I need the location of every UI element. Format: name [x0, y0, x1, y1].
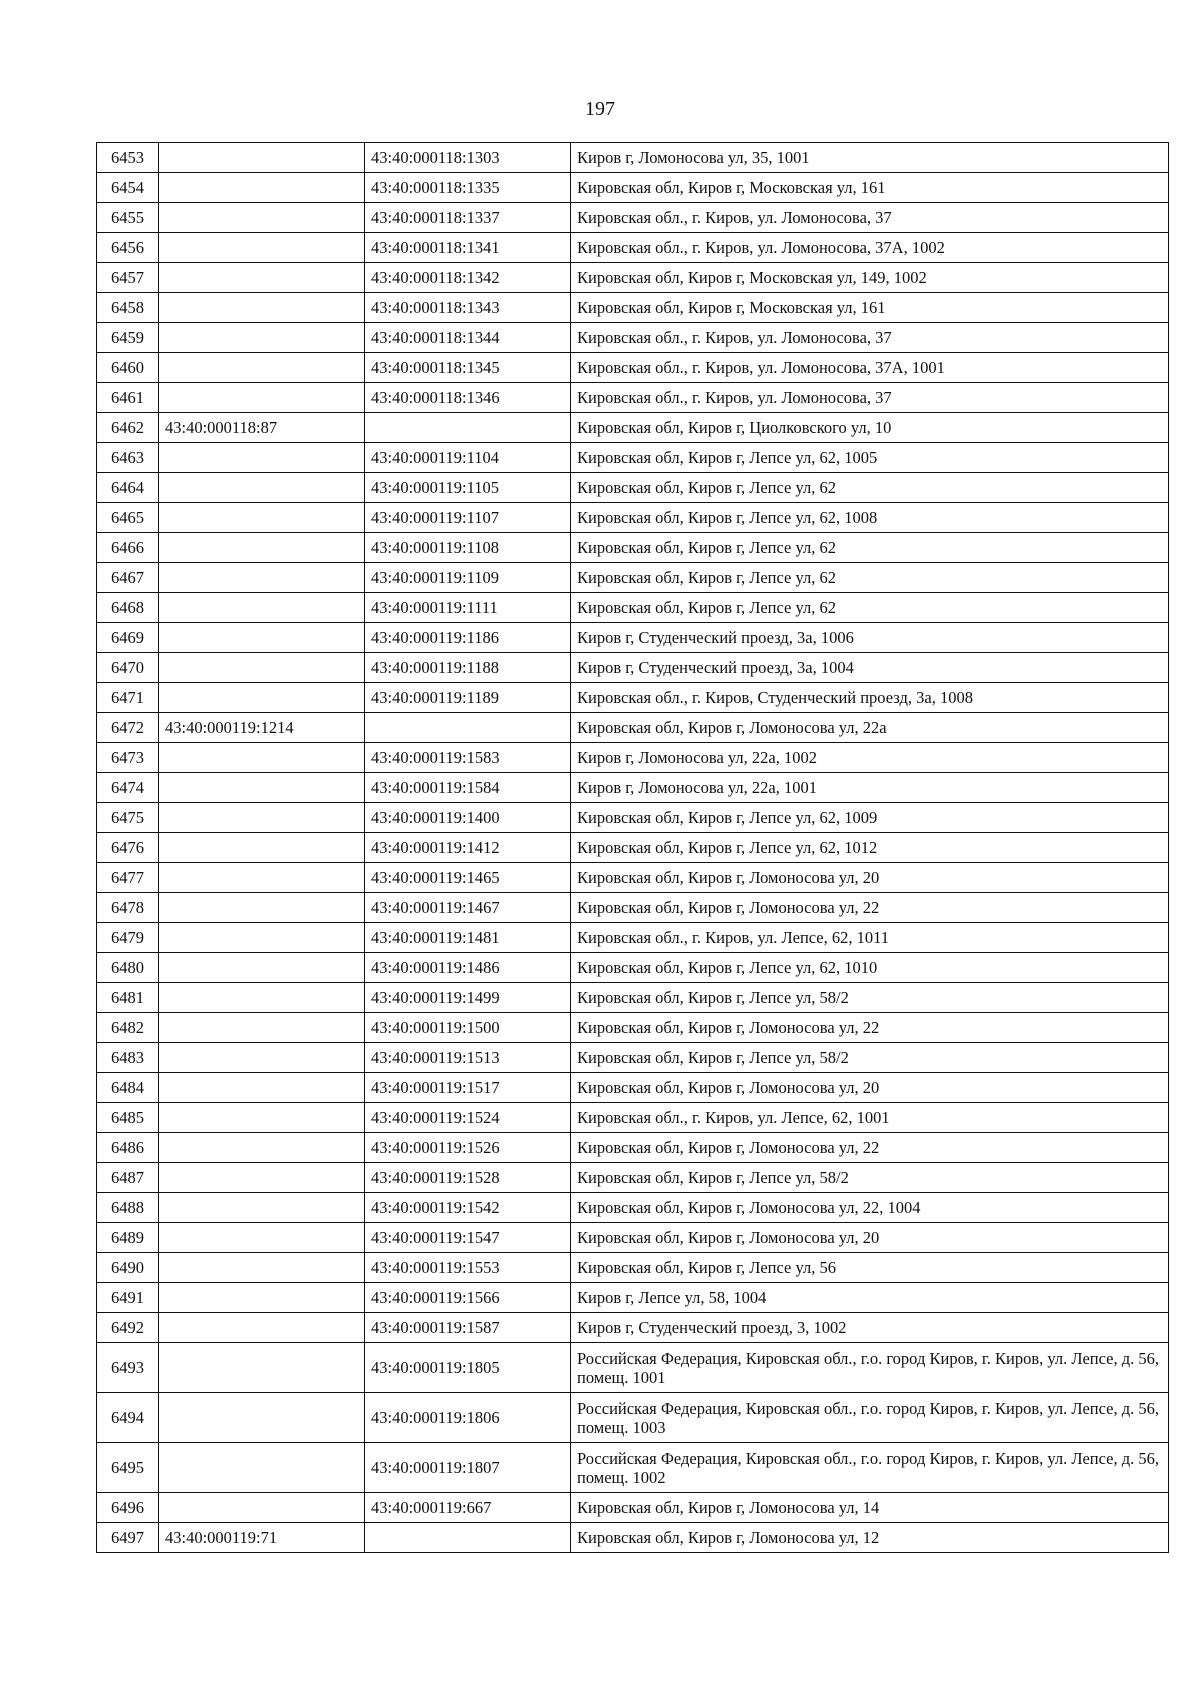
- row-number-cell: 6487: [97, 1163, 159, 1193]
- address-cell: Кировская обл, Киров г, Ломоносова ул, 12: [571, 1523, 1169, 1553]
- table-row: [97, 533, 1169, 563]
- land-plot-cadastral-number-cell: [159, 173, 365, 203]
- table-row: [97, 353, 1169, 383]
- land-plot-cadastral-number-cell: 43:40:000118:87: [159, 413, 365, 443]
- table-row: [97, 653, 1169, 683]
- address-cell: Кировская обл, Киров г, Ломоносова ул, 22: [571, 893, 1169, 923]
- table-row: [97, 473, 1169, 503]
- building-cadastral-number-cell: 43:40:000119:1806: [365, 1393, 571, 1443]
- building-cadastral-number-cell: 43:40:000119:1542: [365, 1193, 571, 1223]
- land-plot-cadastral-number-cell: [159, 1253, 365, 1283]
- table-row: [97, 143, 1169, 173]
- row-number-cell: 6472: [97, 713, 159, 743]
- table-row: [97, 1013, 1169, 1043]
- row-number-cell: 6454: [97, 173, 159, 203]
- building-cadastral-number-cell: [365, 413, 571, 443]
- building-cadastral-number-cell: 43:40:000119:1104: [365, 443, 571, 473]
- land-plot-cadastral-number-cell: [159, 1223, 365, 1253]
- building-cadastral-number-cell: 43:40:000119:1517: [365, 1073, 571, 1103]
- building-cadastral-number-cell: 43:40:000119:1481: [365, 923, 571, 953]
- address-cell: Кировская обл, Киров г, Лепсе ул, 62, 1012: [571, 833, 1169, 863]
- table-row: [97, 1523, 1169, 1553]
- building-cadastral-number-cell: 43:40:000119:1524: [365, 1103, 571, 1133]
- land-plot-cadastral-number-cell: [159, 923, 365, 953]
- table-row: [97, 1223, 1169, 1253]
- land-plot-cadastral-number-cell: [159, 863, 365, 893]
- row-number-cell: 6488: [97, 1193, 159, 1223]
- address-cell: Кировская обл., г. Киров, ул. Лепсе, 62, 1011: [571, 923, 1169, 953]
- row-number-cell: 6489: [97, 1223, 159, 1253]
- address-cell: Российская Федерация, Кировская обл., г.о. город Киров, г. Киров, ул. Лепсе, д. 56, помещ. 1002: [571, 1443, 1169, 1493]
- table-row: [97, 563, 1169, 593]
- table-row: [97, 713, 1169, 743]
- land-plot-cadastral-number-cell: [159, 383, 365, 413]
- table-row: [97, 1253, 1169, 1283]
- address-cell: Кировская обл, Киров г, Лепсе ул, 56: [571, 1253, 1169, 1283]
- land-plot-cadastral-number-cell: [159, 1043, 365, 1073]
- land-plot-cadastral-number-cell: [159, 983, 365, 1013]
- row-number-cell: 6477: [97, 863, 159, 893]
- row-number-cell: 6493: [97, 1343, 159, 1393]
- land-plot-cadastral-number-cell: [159, 533, 365, 563]
- building-cadastral-number-cell: 43:40:000118:1344: [365, 323, 571, 353]
- land-plot-cadastral-number-cell: [159, 1163, 365, 1193]
- land-plot-cadastral-number-cell: [159, 473, 365, 503]
- table-row: [97, 1283, 1169, 1313]
- land-plot-cadastral-number-cell: [159, 623, 365, 653]
- land-plot-cadastral-number-cell: [159, 953, 365, 983]
- address-cell: Киров г, Ломоносова ул, 22а, 1001: [571, 773, 1169, 803]
- building-cadastral-number-cell: 43:40:000119:1499: [365, 983, 571, 1013]
- address-cell: Киров г, Лепсе ул, 58, 1004: [571, 1283, 1169, 1313]
- row-number-cell: 6469: [97, 623, 159, 653]
- land-plot-cadastral-number-cell: [159, 773, 365, 803]
- table-row: [97, 1493, 1169, 1523]
- row-number-cell: 6474: [97, 773, 159, 803]
- land-plot-cadastral-number-cell: 43:40:000119:71: [159, 1523, 365, 1553]
- row-number-cell: 6463: [97, 443, 159, 473]
- row-number-cell: 6456: [97, 233, 159, 263]
- building-cadastral-number-cell: [365, 1523, 571, 1553]
- table-row: [97, 1163, 1169, 1193]
- building-cadastral-number-cell: 43:40:000119:1486: [365, 953, 571, 983]
- address-cell: Российская Федерация, Кировская обл., г.о. город Киров, г. Киров, ул. Лепсе, д. 56, помещ. 1001: [571, 1343, 1169, 1393]
- table-row: [97, 803, 1169, 833]
- row-number-cell: 6458: [97, 293, 159, 323]
- building-cadastral-number-cell: 43:40:000118:1343: [365, 293, 571, 323]
- table-row: [97, 623, 1169, 653]
- row-number-cell: 6495: [97, 1443, 159, 1493]
- address-cell: Кировская обл., г. Киров, ул. Ломоносова, 37А, 1002: [571, 233, 1169, 263]
- building-cadastral-number-cell: 43:40:000119:1189: [365, 683, 571, 713]
- address-cell: Кировская обл, Киров г, Лепсе ул, 62, 1008: [571, 503, 1169, 533]
- building-cadastral-number-cell: 43:40:000119:1108: [365, 533, 571, 563]
- land-plot-cadastral-number-cell: [159, 653, 365, 683]
- address-cell: Кировская обл, Киров г, Лепсе ул, 62, 1009: [571, 803, 1169, 833]
- building-cadastral-number-cell: 43:40:000119:1467: [365, 893, 571, 923]
- building-cadastral-number-cell: 43:40:000119:1566: [365, 1283, 571, 1313]
- address-cell: Кировская обл., г. Киров, ул. Ломоносова, 37: [571, 203, 1169, 233]
- row-number-cell: 6461: [97, 383, 159, 413]
- table-row: [97, 983, 1169, 1013]
- address-cell: Кировская обл, Киров г, Ломоносова ул, 22: [571, 1013, 1169, 1043]
- table-row: [97, 953, 1169, 983]
- address-cell: Кировская обл., г. Киров, ул. Ломоносова, 37: [571, 383, 1169, 413]
- table-row: [97, 1343, 1169, 1393]
- land-plot-cadastral-number-cell: [159, 1343, 365, 1393]
- building-cadastral-number-cell: 43:40:000119:1583: [365, 743, 571, 773]
- building-cadastral-number-cell: 43:40:000119:1105: [365, 473, 571, 503]
- building-cadastral-number-cell: 43:40:000119:1412: [365, 833, 571, 863]
- building-cadastral-number-cell: 43:40:000119:1111: [365, 593, 571, 623]
- table-row: [97, 593, 1169, 623]
- address-cell: Кировская обл, Киров г, Московская ул, 149, 1002: [571, 263, 1169, 293]
- row-number-cell: 6455: [97, 203, 159, 233]
- building-cadastral-number-cell: [365, 713, 571, 743]
- address-cell: Кировская обл, Киров г, Ломоносова ул, 22а: [571, 713, 1169, 743]
- land-plot-cadastral-number-cell: [159, 263, 365, 293]
- address-cell: Кировская обл, Киров г, Лепсе ул, 62: [571, 533, 1169, 563]
- building-cadastral-number-cell: 43:40:000119:1500: [365, 1013, 571, 1043]
- row-number-cell: 6460: [97, 353, 159, 383]
- land-plot-cadastral-number-cell: 43:40:000119:1214: [159, 713, 365, 743]
- land-plot-cadastral-number-cell: [159, 1013, 365, 1043]
- row-number-cell: 6484: [97, 1073, 159, 1103]
- row-number-cell: 6491: [97, 1283, 159, 1313]
- row-number-cell: 6467: [97, 563, 159, 593]
- land-plot-cadastral-number-cell: [159, 803, 365, 833]
- page-number: 197: [585, 98, 615, 120]
- table-row: [97, 443, 1169, 473]
- building-cadastral-number-cell: 43:40:000118:1303: [365, 143, 571, 173]
- building-cadastral-number-cell: 43:40:000119:1400: [365, 803, 571, 833]
- address-cell: Кировская обл, Киров г, Лепсе ул, 62, 1005: [571, 443, 1169, 473]
- row-number-cell: 6475: [97, 803, 159, 833]
- land-plot-cadastral-number-cell: [159, 1103, 365, 1133]
- table-row: [97, 1103, 1169, 1133]
- table-row: [97, 1393, 1169, 1443]
- land-plot-cadastral-number-cell: [159, 1193, 365, 1223]
- row-number-cell: 6483: [97, 1043, 159, 1073]
- table-row: [97, 233, 1169, 263]
- address-cell: Кировская обл., г. Киров, ул. Ломоносова, 37: [571, 323, 1169, 353]
- address-cell: Кировская обл, Киров г, Лепсе ул, 58/2: [571, 1163, 1169, 1193]
- table-row: [97, 173, 1169, 203]
- address-cell: Кировская обл, Киров г, Ломоносова ул, 22: [571, 1133, 1169, 1163]
- land-plot-cadastral-number-cell: [159, 1393, 365, 1443]
- land-plot-cadastral-number-cell: [159, 893, 365, 923]
- table-row: [97, 1193, 1169, 1223]
- address-cell: Кировская обл, Киров г, Лепсе ул, 62: [571, 473, 1169, 503]
- row-number-cell: 6479: [97, 923, 159, 953]
- land-plot-cadastral-number-cell: [159, 293, 365, 323]
- row-number-cell: 6497: [97, 1523, 159, 1553]
- table-row: [97, 1313, 1169, 1343]
- table-row: [97, 1443, 1169, 1493]
- address-cell: Кировская обл., г. Киров, Студенческий проезд, 3а, 1008: [571, 683, 1169, 713]
- building-cadastral-number-cell: 43:40:000118:1346: [365, 383, 571, 413]
- row-number-cell: 6486: [97, 1133, 159, 1163]
- row-number-cell: 6464: [97, 473, 159, 503]
- row-number-cell: 6482: [97, 1013, 159, 1043]
- building-cadastral-number-cell: 43:40:000119:1107: [365, 503, 571, 533]
- building-cadastral-number-cell: 43:40:000118:1342: [365, 263, 571, 293]
- table-row: [97, 683, 1169, 713]
- address-cell: Кировская обл, Киров г, Лепсе ул, 58/2: [571, 1043, 1169, 1073]
- land-plot-cadastral-number-cell: [159, 353, 365, 383]
- row-number-cell: 6473: [97, 743, 159, 773]
- address-cell: Кировская обл, Киров г, Циолковского ул, 10: [571, 413, 1169, 443]
- row-number-cell: 6470: [97, 653, 159, 683]
- table-row: [97, 1073, 1169, 1103]
- address-cell: Кировская обл, Киров г, Ломоносова ул, 20: [571, 1223, 1169, 1253]
- land-plot-cadastral-number-cell: [159, 1283, 365, 1313]
- building-cadastral-number-cell: 43:40:000118:1345: [365, 353, 571, 383]
- row-number-cell: 6492: [97, 1313, 159, 1343]
- address-cell: Кировская обл, Киров г, Лепсе ул, 62, 1010: [571, 953, 1169, 983]
- table-row: [97, 503, 1169, 533]
- address-cell: Кировская обл., г. Киров, ул. Ломоносова, 37А, 1001: [571, 353, 1169, 383]
- table-row: [97, 1133, 1169, 1163]
- row-number-cell: 6490: [97, 1253, 159, 1283]
- land-plot-cadastral-number-cell: [159, 593, 365, 623]
- address-cell: Киров г, Студенческий проезд, 3а, 1006: [571, 623, 1169, 653]
- table-row: [97, 1043, 1169, 1073]
- row-number-cell: 6494: [97, 1393, 159, 1443]
- table-row: [97, 833, 1169, 863]
- row-number-cell: 6496: [97, 1493, 159, 1523]
- address-cell: Кировская обл, Киров г, Московская ул, 161: [571, 173, 1169, 203]
- table-row: [97, 893, 1169, 923]
- table-row: [97, 383, 1169, 413]
- land-plot-cadastral-number-cell: [159, 323, 365, 353]
- registry-table: [96, 142, 1169, 1553]
- land-plot-cadastral-number-cell: [159, 563, 365, 593]
- row-number-cell: 6466: [97, 533, 159, 563]
- building-cadastral-number-cell: 43:40:000119:1465: [365, 863, 571, 893]
- building-cadastral-number-cell: 43:40:000119:1805: [365, 1343, 571, 1393]
- row-number-cell: 6468: [97, 593, 159, 623]
- table-row: [97, 203, 1169, 233]
- land-plot-cadastral-number-cell: [159, 1493, 365, 1523]
- row-number-cell: 6459: [97, 323, 159, 353]
- land-plot-cadastral-number-cell: [159, 1073, 365, 1103]
- row-number-cell: 6457: [97, 263, 159, 293]
- building-cadastral-number-cell: 43:40:000119:1587: [365, 1313, 571, 1343]
- land-plot-cadastral-number-cell: [159, 1313, 365, 1343]
- address-cell: Киров г, Студенческий проезд, 3, 1002: [571, 1313, 1169, 1343]
- address-cell: Кировская обл, Киров г, Лепсе ул, 58/2: [571, 983, 1169, 1013]
- building-cadastral-number-cell: 43:40:000119:1528: [365, 1163, 571, 1193]
- row-number-cell: 6453: [97, 143, 159, 173]
- address-cell: Кировская обл, Киров г, Московская ул, 161: [571, 293, 1169, 323]
- address-cell: Кировская обл., г. Киров, ул. Лепсе, 62, 1001: [571, 1103, 1169, 1133]
- row-number-cell: 6471: [97, 683, 159, 713]
- land-plot-cadastral-number-cell: [159, 743, 365, 773]
- table-row: [97, 413, 1169, 443]
- table-row: [97, 263, 1169, 293]
- building-cadastral-number-cell: 43:40:000118:1335: [365, 173, 571, 203]
- table-row: [97, 323, 1169, 353]
- land-plot-cadastral-number-cell: [159, 683, 365, 713]
- table-row: [97, 293, 1169, 323]
- address-cell: Киров г, Ломоносова ул, 35, 1001: [571, 143, 1169, 173]
- address-cell: Кировская обл, Киров г, Лепсе ул, 62: [571, 593, 1169, 623]
- address-cell: Кировская обл, Киров г, Ломоносова ул, 14: [571, 1493, 1169, 1523]
- land-plot-cadastral-number-cell: [159, 203, 365, 233]
- building-cadastral-number-cell: 43:40:000119:1188: [365, 653, 571, 683]
- address-cell: Кировская обл, Киров г, Ломоносова ул, 20: [571, 1073, 1169, 1103]
- building-cadastral-number-cell: 43:40:000119:667: [365, 1493, 571, 1523]
- building-cadastral-number-cell: 43:40:000119:1526: [365, 1133, 571, 1163]
- row-number-cell: 6480: [97, 953, 159, 983]
- row-number-cell: 6476: [97, 833, 159, 863]
- land-plot-cadastral-number-cell: [159, 233, 365, 263]
- row-number-cell: 6478: [97, 893, 159, 923]
- land-plot-cadastral-number-cell: [159, 833, 365, 863]
- building-cadastral-number-cell: 43:40:000119:1807: [365, 1443, 571, 1493]
- building-cadastral-number-cell: 43:40:000119:1584: [365, 773, 571, 803]
- building-cadastral-number-cell: 43:40:000119:1553: [365, 1253, 571, 1283]
- land-plot-cadastral-number-cell: [159, 443, 365, 473]
- address-cell: Киров г, Студенческий проезд, 3а, 1004: [571, 653, 1169, 683]
- address-cell: Кировская обл, Киров г, Лепсе ул, 62: [571, 563, 1169, 593]
- table-row: [97, 773, 1169, 803]
- building-cadastral-number-cell: 43:40:000119:1513: [365, 1043, 571, 1073]
- registry-table-body: [97, 143, 1169, 1553]
- address-cell: Российская Федерация, Кировская обл., г.о. город Киров, г. Киров, ул. Лепсе, д. 56, помещ. 1003: [571, 1393, 1169, 1443]
- land-plot-cadastral-number-cell: [159, 1443, 365, 1493]
- address-cell: Кировская обл, Киров г, Ломоносова ул, 20: [571, 863, 1169, 893]
- land-plot-cadastral-number-cell: [159, 503, 365, 533]
- row-number-cell: 6481: [97, 983, 159, 1013]
- land-plot-cadastral-number-cell: [159, 1133, 365, 1163]
- building-cadastral-number-cell: 43:40:000119:1547: [365, 1223, 571, 1253]
- building-cadastral-number-cell: 43:40:000119:1186: [365, 623, 571, 653]
- row-number-cell: 6485: [97, 1103, 159, 1133]
- row-number-cell: 6462: [97, 413, 159, 443]
- building-cadastral-number-cell: 43:40:000118:1337: [365, 203, 571, 233]
- address-cell: Киров г, Ломоносова ул, 22а, 1002: [571, 743, 1169, 773]
- building-cadastral-number-cell: 43:40:000119:1109: [365, 563, 571, 593]
- table-row: [97, 743, 1169, 773]
- land-plot-cadastral-number-cell: [159, 143, 365, 173]
- address-cell: Кировская обл, Киров г, Ломоносова ул, 22, 1004: [571, 1193, 1169, 1223]
- table-row: [97, 923, 1169, 953]
- table-row: [97, 863, 1169, 893]
- building-cadastral-number-cell: 43:40:000118:1341: [365, 233, 571, 263]
- row-number-cell: 6465: [97, 503, 159, 533]
